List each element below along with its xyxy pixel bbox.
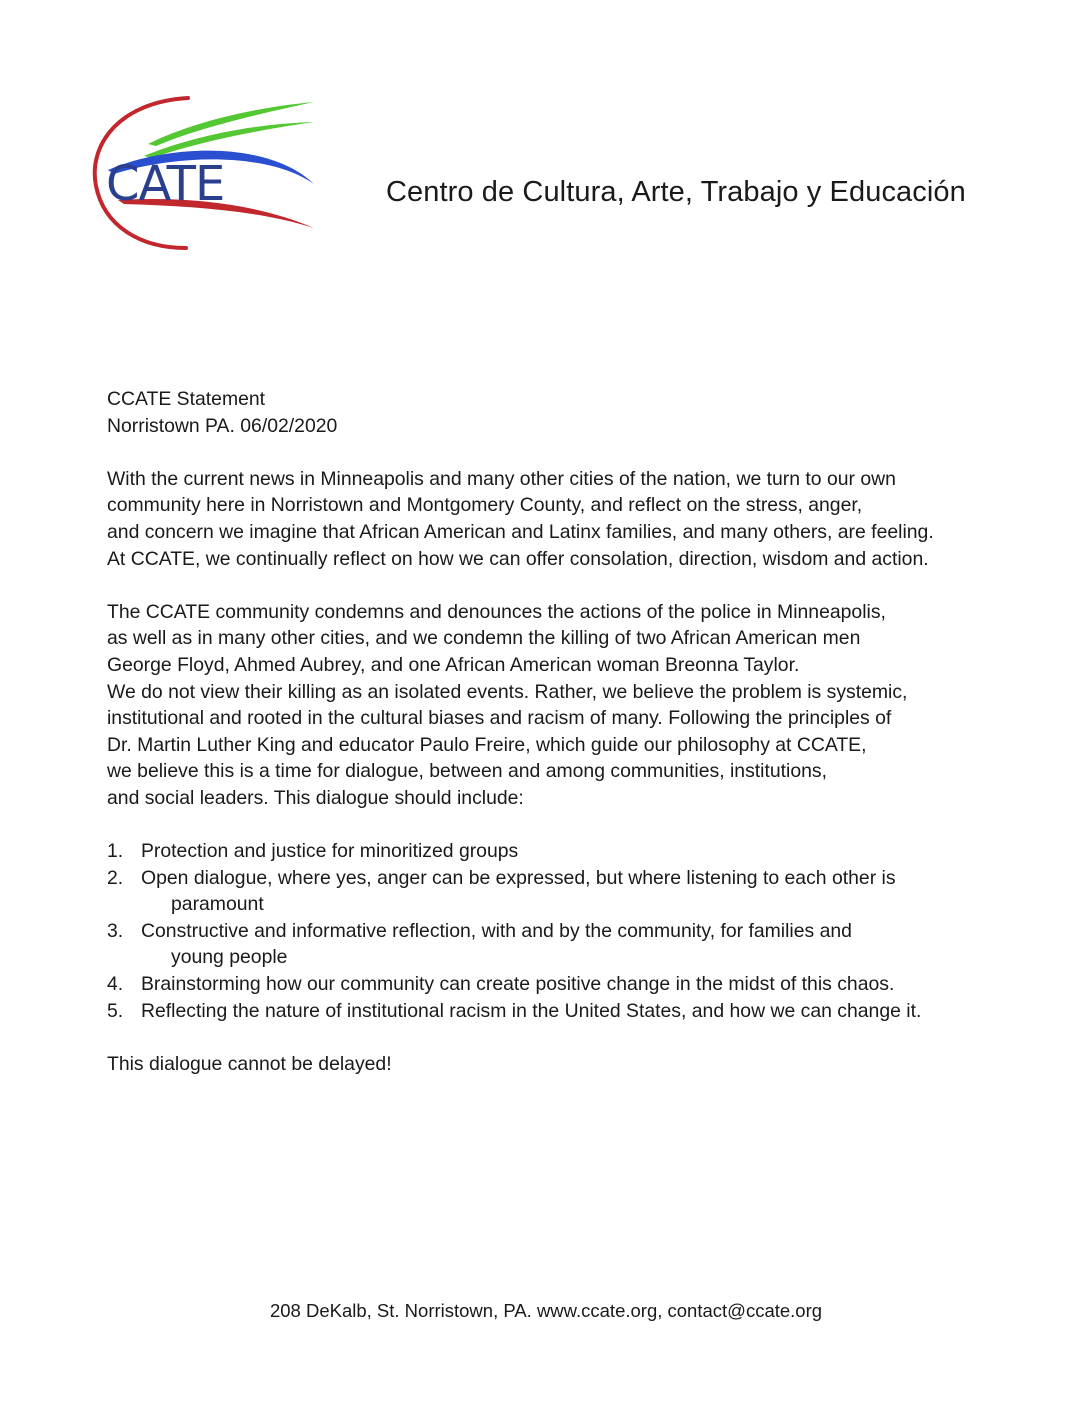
paragraph-1-line: and concern we imagine that African American and Latinx families, and many others, are feeling. xyxy=(107,520,934,543)
paragraph-1-line: At CCATE, we continually reflect on how we can offer consolation, direction, wisdom and action. xyxy=(107,547,929,570)
list-number: 4. xyxy=(107,973,124,996)
dialogue-list xyxy=(107,838,1007,1024)
paragraph-2-line: and social leaders. This dialogue should include: xyxy=(107,786,524,809)
list-text: Protection and justice for minoritized groups xyxy=(141,840,519,863)
list-text: Reflecting the nature of institutional racism in the United States, and how we can change it. xyxy=(141,999,922,1022)
paragraph-2 xyxy=(107,599,1007,812)
statement-title: CCATE Statement xyxy=(107,388,266,410)
paragraph-2-line: George Floyd, Ahmed Aubrey, and one African American woman Breonna Taylor. xyxy=(107,653,800,676)
list-text: Open dialogue, where yes, anger can be expressed, but where listening to each other is xyxy=(141,866,896,889)
list-number: 2. xyxy=(107,866,124,889)
paragraph-1 xyxy=(107,466,1007,572)
logo-text: CATE xyxy=(106,156,225,212)
list-item xyxy=(107,838,1007,865)
statement-header xyxy=(107,386,1007,439)
paragraph-2-line: institutional and rooted in the cultural biases and racism of many. Following the principles of xyxy=(107,707,892,730)
paragraph-2-line: Dr. Martin Luther King and educator Paulo Freire, which guide our philosophy at CCATE, xyxy=(107,733,867,756)
paragraph-2-line: we believe this is a time for dialogue, between and among communities, institutions, xyxy=(107,760,827,783)
list-item xyxy=(107,865,1007,918)
list-text: Brainstorming how our community can create positive change in the midst of this chaos. xyxy=(141,973,895,996)
list-text-continued: paramount xyxy=(171,893,264,916)
footer-contact: 208 DeKalb, St. Norristown, PA. www.ccate.org, contact@ccate.org xyxy=(269,1300,823,1321)
organization-name: Centro de Cultura, Arte, Trabajo y Educación xyxy=(386,176,966,208)
statement-place-date: Norristown PA. 06/02/2020 xyxy=(107,414,338,437)
list-item xyxy=(107,971,1007,998)
paragraph-2-line: as well as in many other cities, and we condemn the killing of two African American men xyxy=(107,627,861,650)
list-item xyxy=(107,998,1007,1025)
closing-line: This dialogue cannot be delayed! xyxy=(107,1052,392,1075)
statement-body xyxy=(107,386,1007,1077)
ccate-logo xyxy=(88,96,328,256)
list-number: 1. xyxy=(107,840,124,863)
paragraph-2-line: We do not view their killing as an isolated events. Rather, we believe the problem is systemic, xyxy=(107,680,908,703)
list-text: Constructive and informative reflection, with and by the community, for families and xyxy=(141,919,852,942)
list-number: 5. xyxy=(107,999,124,1022)
list-text-continued: young people xyxy=(171,946,288,969)
paragraph-2-line: The CCATE community condemns and denounces the actions of the police in Minneapolis, xyxy=(107,600,886,623)
paragraph-1-line: With the current news in Minneapolis and many other cities of the nation, we turn to our own xyxy=(107,467,896,490)
list-number: 3. xyxy=(107,919,124,942)
paragraph-1-line: community here in Norristown and Montgomery County, and reflect on the stress, anger, xyxy=(107,494,863,517)
list-item xyxy=(107,918,1007,971)
